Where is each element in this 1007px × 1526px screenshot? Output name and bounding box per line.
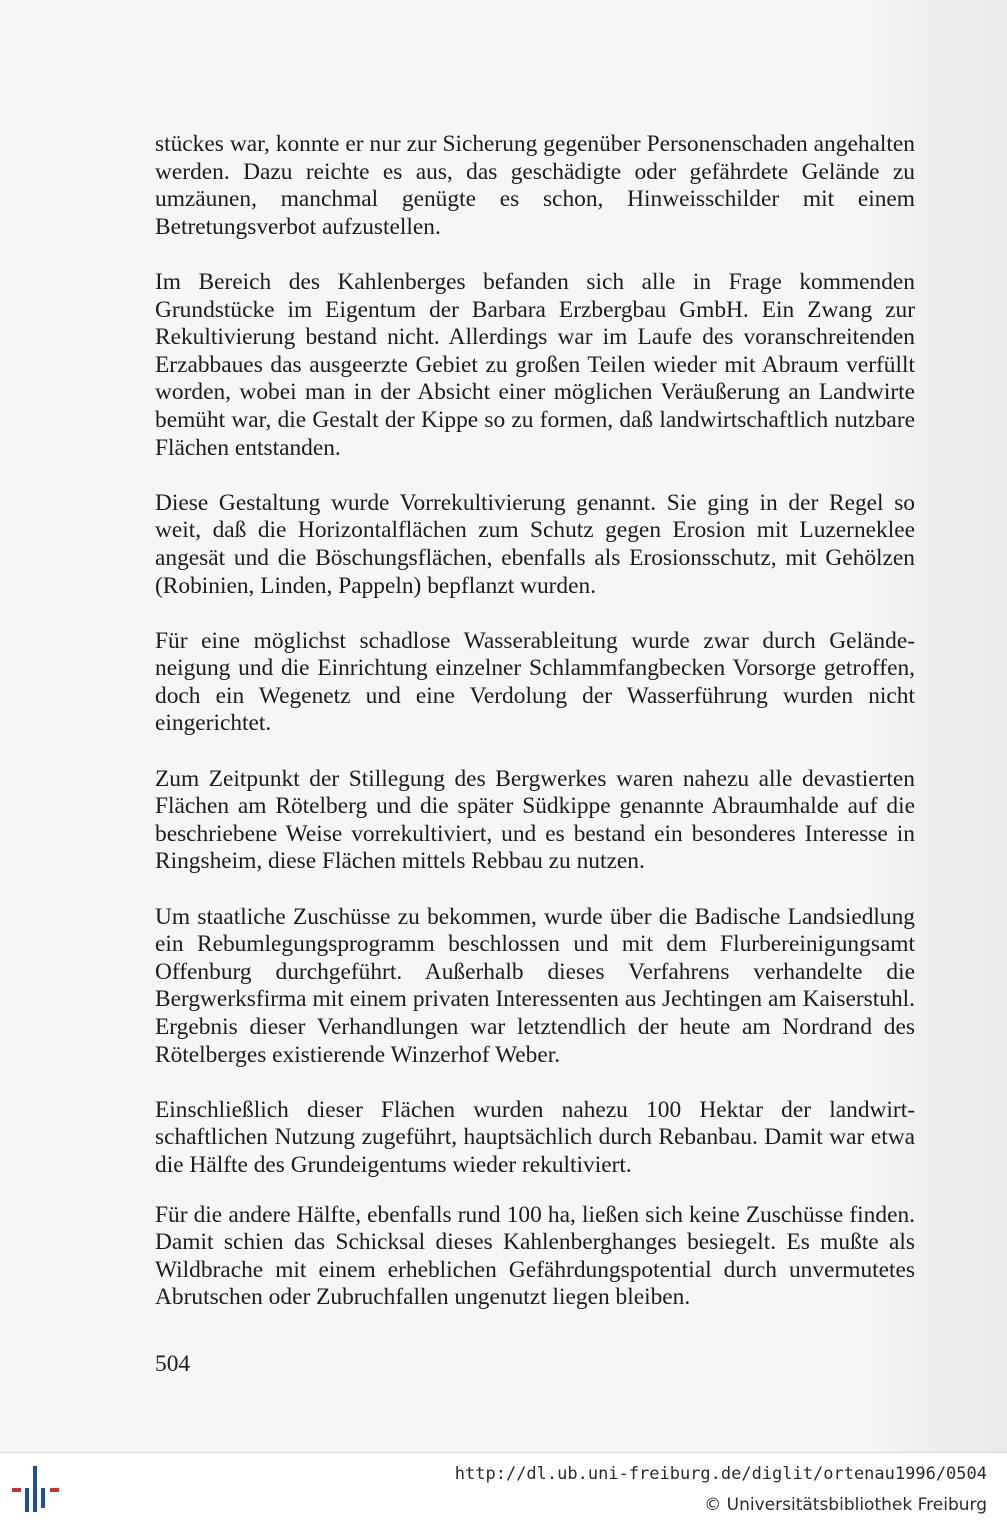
page-number: 504 <box>155 1351 191 1377</box>
paragraph-8: Für die andere Hälfte, ebenfalls rund 100 ha, ließen sich keine Zuschüsse finden. Damit schien das Schicksal dieses Kahlenberghanges besiegelt. Es mußte als Wildbrache mit einem erheblichen Gefährdungspotential durch unvermutetes Abrutschen oder Zubruchfallen ungenutzt liegen bleiben. <box>155 1201 915 1311</box>
body-text <box>155 131 915 1340</box>
paragraph-6: Um staatliche Zuschüsse zu bekommen, wurde über die Badische Landsiedlung ein Rebumlegungsprogramm beschlossen und mit dem Flurbereinigungsamt Offenburg durchgeführt. Außerhalb dieses Verfahrens verhandelte die Bergwerksfirma mit einem privaten Interessenten aus Jechtingen am Kaiserstuhl. Ergebnis dieser Verhandlungen war letztendlich der heute am Nordrand des Rötelberges existierende Winzerhof Weber. <box>155 903 915 1068</box>
paragraph-1: stückes war, konnte er nur zur Sicherung gegenüber Personenschaden angehalten werden. Dazu reichte es aus, das geschädigte oder gefährdete Gelände zu umzäunen, manchmal genügte es schon, Hinweisschilder mit einem Betretungsverbot aufzustellen. <box>155 131 915 240</box>
paragraph-4: Für eine möglichst schadlose Wasserableitung wurde zwar durch Geländeneigung und die Einrichtung einzelner Schlammfangbecken Vorsorge getroffen, doch ein Wegenetz und eine Verdolung der Wasserführung wurden nicht eingerichtet. <box>155 627 915 737</box>
copyright-notice: © Universitätsbibliothek Freiburg <box>704 1495 987 1515</box>
paragraph-7: Einschließlich dieser Flächen wurden nahezu 100 Hektar der landwirtschaftlichen Nutzung zugeführt, hauptsächlich durch Rebanbau. Damit war etwa die Hälfte des Grundeigentums wieder rekultiviert. <box>155 1096 915 1178</box>
paragraph-2: Im Bereich des Kahlenberges befanden sich alle in Frage kommenden Grundstücke im Eigentum der Barbara Erzbergbau GmbH. Ein Zwang zur Rekultivierung bestand nicht. Allerdings war im Laufe des voranschreitenden Erzabbaues das ausgeerzte Gebiet zu großen Teilen wieder mit Abraum verfüllt worden, wobei man in der Absicht einer möglichen Veräußerung an Landwirte bemüht war, die Gestalt der Kippe so zu formen, daß landwirtschaftlich nutzbare Flächen entstanden. <box>155 268 915 461</box>
footer-bar <box>0 1452 1007 1526</box>
ub-freiburg-logo-icon[interactable] <box>12 1466 64 1512</box>
paragraph-3: Diese Gestaltung wurde Vorrekultivierung genannt. Sie ging in der Regel so weit, daß die Horizontalflächen zum Schutz gegen Erosion mit Luzerneklee angesät und die Böschungsflächen, ebenfalls als Erosionsschutz, mit Gehölzen (Robinien, Linden, Pappeln) bepflanzt wurden. <box>155 489 915 599</box>
permalink-url[interactable]: http://dl.ub.uni-freiburg.de/diglit/ortenau1996/0504 <box>454 1464 987 1484</box>
paragraph-5: Zum Zeitpunkt der Stillegung des Bergwerkes waren nahezu alle devastierten Flächen am Rötelberg und die später Südkippe genannte Abraumhalde auf die beschriebene Weise vorrekultiviert, und es bestand ein besonderes Interesse in Ringsheim, diese Flächen mittels Rebbau zu nutzen. <box>155 765 915 875</box>
